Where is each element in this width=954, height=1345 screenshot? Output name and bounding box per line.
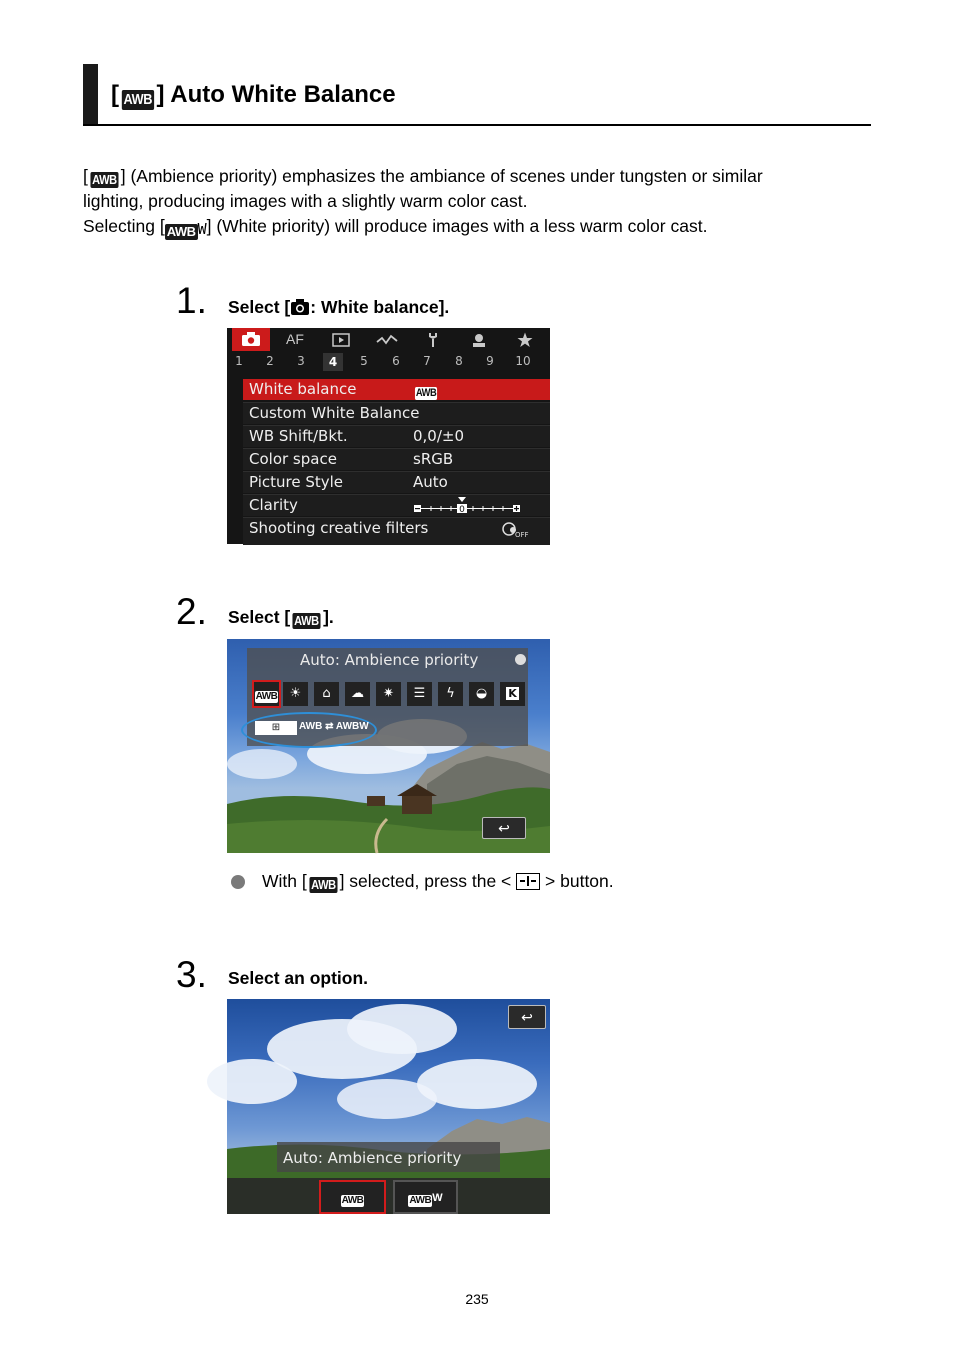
wrench-icon <box>426 332 440 348</box>
menu-item-picture-style[interactable]: Picture Style Auto <box>243 471 550 493</box>
bullet-icon <box>231 875 245 889</box>
cloud-icon[interactable]: ☁ <box>345 682 370 706</box>
menu-item-clarity[interactable]: Clarity 0 <box>243 494 550 516</box>
tungsten-icon[interactable]: ✷ <box>376 682 401 706</box>
info-dot-icon <box>515 654 526 665</box>
flash-icon[interactable]: ϟ <box>438 682 463 706</box>
option-selection-screen <box>227 999 550 1214</box>
camera-menu-screen <box>227 328 550 544</box>
step-title: Select an option. <box>228 968 369 988</box>
step-number: 2. <box>176 591 207 632</box>
option-bar <box>227 1178 550 1214</box>
priority-toggle: AWB ⇄ AWBW <box>299 721 369 732</box>
menu-item-creative-filters[interactable]: Shooting creative filters OFF <box>243 517 550 545</box>
awb-icon: AWB <box>92 172 117 187</box>
sun-icon[interactable]: ☀ <box>283 682 308 706</box>
tab-my-menu[interactable] <box>509 328 541 351</box>
wb-icon-row <box>252 682 532 708</box>
section-heading <box>83 64 871 126</box>
step-number: 1. <box>176 280 207 321</box>
svg-text:OFF: OFF <box>515 531 529 539</box>
step-title: Select [ : White balance]. <box>228 297 450 317</box>
tab-setup[interactable] <box>417 328 449 351</box>
menu-page-4[interactable]: 4 <box>323 353 343 371</box>
play-icon <box>332 333 350 347</box>
tab-shooting[interactable] <box>232 328 270 351</box>
menu-page-3[interactable]: 3 <box>297 354 305 368</box>
intro-line-2: lighting, producing images with a slightly warm color cast. <box>83 191 528 211</box>
wb-selection-screen <box>227 639 550 853</box>
star-icon <box>517 332 533 348</box>
clarity-value: 0 <box>459 505 465 515</box>
menu-page-8[interactable]: 8 <box>455 354 463 368</box>
kelvin-icon[interactable]: K <box>500 682 525 706</box>
intro-line-3: Selecting [ AWB W] (White priority) will produce images with a less warm color cast. <box>83 216 708 239</box>
menu-page-6[interactable]: 6 <box>392 354 400 368</box>
awb-icon: AWB <box>310 877 336 892</box>
awb-icon: AWB <box>415 387 437 399</box>
menu-page-9[interactable]: 9 <box>486 354 494 368</box>
page-number: 235 <box>465 1291 489 1307</box>
awb-icon: AWB <box>123 91 152 108</box>
tab-custom[interactable] <box>463 328 495 351</box>
wb-option-awb[interactable]: AWB <box>252 680 281 708</box>
custom-wb-icon[interactable]: ◒ <box>469 682 494 706</box>
menu-item-white-balance[interactable]: White balance AWB <box>243 379 550 400</box>
back-button[interactable]: ↩ <box>508 1005 546 1029</box>
step-number: 3. <box>176 954 207 995</box>
menu-item-custom-white-balance[interactable]: Custom White Balance <box>243 402 550 424</box>
page-title: [ AWB ] Auto White Balance <box>111 81 396 108</box>
option-white-priority[interactable]: AWBW <box>393 1180 458 1214</box>
menu-page-2[interactable]: 2 <box>266 354 274 368</box>
menu-page-1[interactable]: 1 <box>235 354 243 368</box>
tab-wireless[interactable] <box>371 328 403 351</box>
menu-page-5[interactable]: 5 <box>360 354 368 368</box>
tab-af[interactable]: AF <box>286 331 304 347</box>
menu-item-color-space[interactable]: Color space sRGB <box>243 448 550 470</box>
filter-off-icon <box>501 521 529 539</box>
option-ambience-priority[interactable]: AWB <box>319 1180 386 1214</box>
intro-line-1: [ AWB ] (Ambience priority) emphasizes the ambiance of scenes under tungsten or similar <box>83 166 763 187</box>
menu-page-7[interactable]: 7 <box>423 354 431 368</box>
shade-icon[interactable]: ⌂ <box>314 682 339 706</box>
tab-playback[interactable] <box>325 328 357 351</box>
camera-icon <box>241 332 261 347</box>
step-title: Select [ AWB ]. <box>228 607 334 628</box>
bullet-text: With [ AWB ] selected, press the < > button. <box>262 871 614 892</box>
option-label: Auto: Ambience priority <box>283 1149 462 1167</box>
back-button[interactable]: ↩ <box>482 817 526 839</box>
camera-icon <box>290 298 310 316</box>
menu-tabs <box>227 328 550 351</box>
heading-bar <box>83 64 98 124</box>
menu-page-10[interactable]: 10 <box>515 354 531 368</box>
wireless-icon <box>376 333 398 347</box>
info-button-icon: ⊞ <box>255 721 297 735</box>
clarity-scale <box>413 495 535 515</box>
info-button-icon <box>516 873 540 890</box>
menu-item-wb-shift[interactable]: WB Shift/Bkt. 0,0/±0 <box>243 425 550 447</box>
menu-page-numbers <box>227 351 550 375</box>
custom-functions-icon <box>471 332 487 348</box>
awb-icon: AWB <box>294 613 319 628</box>
fluorescent-icon[interactable]: ☰ <box>407 682 432 706</box>
awb-white-icon: AWB W <box>166 220 207 239</box>
wb-mode-title: Auto: Ambience priority <box>300 651 479 669</box>
